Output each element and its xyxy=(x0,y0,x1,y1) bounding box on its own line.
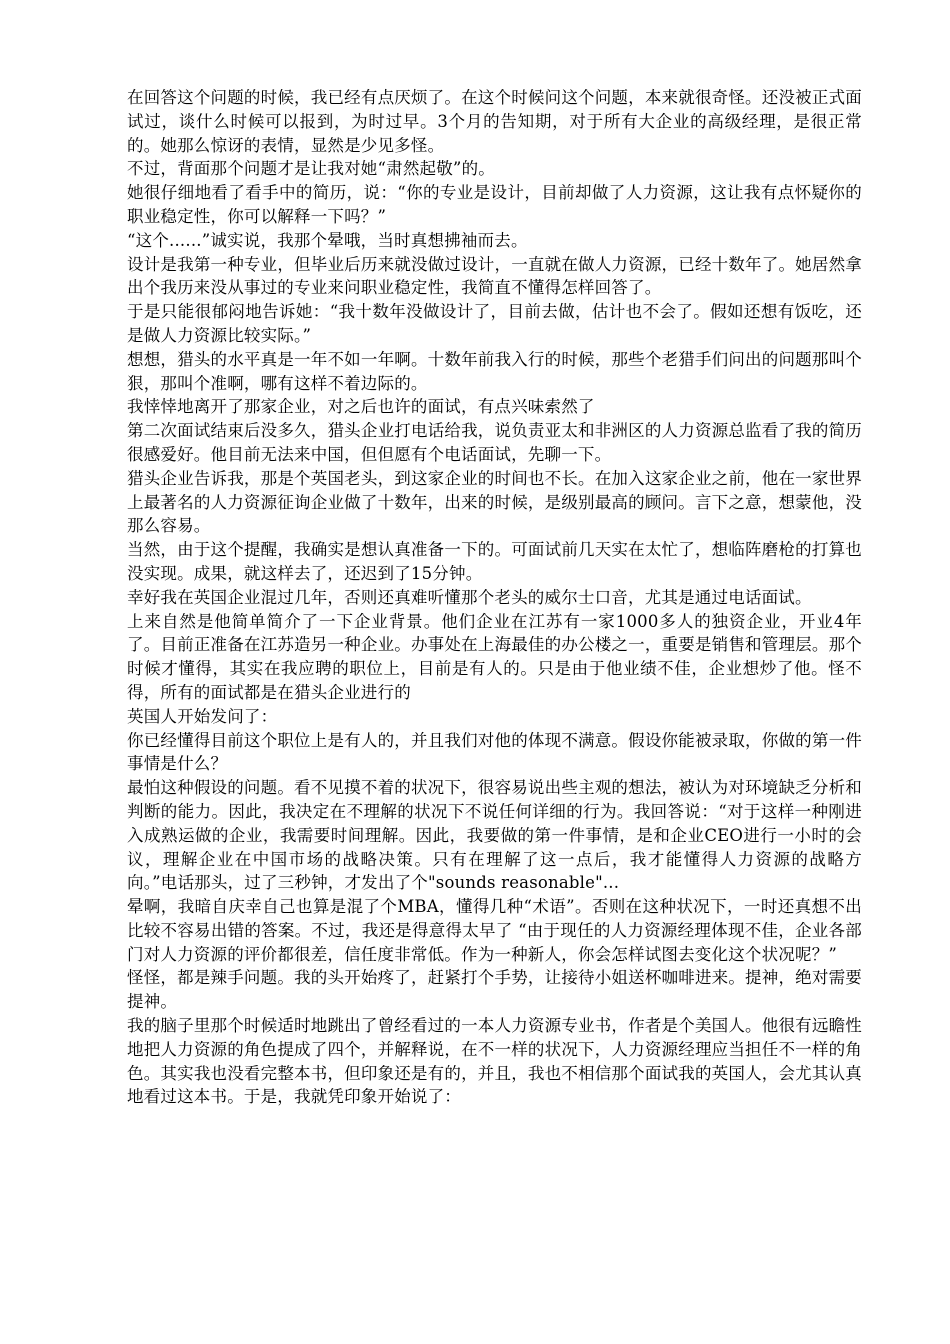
paragraph: 想想，猎头的水平真是一年不如一年啊。十数年前我入行的时候，那些个老猎手们问出的问题那叫个狠，那叫个准啊，哪有这样不着边际的。 xyxy=(127,349,862,393)
paragraph: 我的脑子里那个时候适时地跳出了曾经看过的一本人力资源专业书，作者是个美国人。他很有远瞻性地把人力资源的角色提成了四个，并解释说，在不一样的状况下，人力资源经理应当担任不一样的角色。其实我也没看完整本书，但印象还是有的，并且，我也不相信那个面试我的英国人，会尤其认真地看过这本书。于是，我就凭印象开始说了： xyxy=(127,1016,862,1107)
document-page xyxy=(127,86,862,1109)
paragraph: 你已经懂得目前这个职位上是有人的，并且我们对他的体现不满意。假设你能被录取，你做的第一件事情是什么？ xyxy=(127,730,862,774)
paragraph: 幸好我在英国企业混过几年，否则还真难听懂那个老头的威尔士口音，尤其是通过电话面试。 xyxy=(127,587,812,607)
paragraph: 她很仔细地看了看手中的简历，说：“你的专业是设计，目前却做了人力资源，这让我有点怀疑你的职业稳定性，你可以解释一下吗？” xyxy=(127,183,862,226)
paragraph: 最怕这种假设的问题。看不见摸不着的状况下，很容易说出些主观的想法，被认为对环境缺乏分析和判断的能力。因此，我决定在不理解的状况下不说任何详细的行为。我回答说：“对于这样一种刚进入成熟运做的企业，我需要时间理解。因此，我要做的第一件事情，是和企业CEO进行一小时的会议，理解企业在中国市场的战略决策。只有在理解了这一点后，我才能懂得人力资源的战略方向。”电话那头，过了三秒钟，才发出了个"sounds reasonable"... xyxy=(127,778,862,893)
paragraph: 我悻悻地离开了那家企业，对之后也许的面试，有点兴味索然了 xyxy=(127,397,595,417)
paragraph: 猎头企业告诉我，那是个英国老头，到这家企业的时间也不长。在加入这家企业之前，他在一家世界上最著名的人力资源征询企业做了十数年，出来的时候，是级别最高的顾问。言下之意，想蒙他，没那么容易。 xyxy=(127,468,862,536)
paragraph: 当然，由于这个提醒，我确实是想认真准备一下的。可面试前几天实在太忙了，想临阵磨枪的打算也没实现。成果，就这样去了，还迟到了15分钟。 xyxy=(127,540,862,583)
paragraph: 怪怪，都是辣手问题。我的头开始疼了，赶紧打个手势，让接待小姐送杯咖啡进来。提神，绝对需要提神。 xyxy=(127,968,862,1012)
paragraph: 上来自然是他简单简介了一下企业背景。他们企业在江苏有一家1000多人的独资企业，开业4年了。目前正准备在江苏造另一种企业。办事处在上海最佳的办公楼之一，重要是销售和管理层。那个时候才懂得，其实在我应聘的职位上，目前是有人的。只是由于他业绩不佳，企业想炒了他。怪不得，所有的面试都是在猎头企业进行的 xyxy=(127,611,862,702)
paragraph: 晕啊，我暗自庆幸自己也算是混了个MBA，懂得几种“术语”。否则在这种状况下，一时还真想不出比较不容易出错的答案。不过，我还是得意得太早了 “由于现任的人力资源经理体现不佳，企业各部门对人力资源的评价都很差，信任度非常低。作为一种新人，你会怎样试图去变化这个状况呢？” xyxy=(127,897,862,964)
paragraph: 设计是我第一种专业，但毕业后历来就没做过设计，一直就在做人力资源，已经十数年了。她居然拿出个我历来没从事过的专业来问职业稳定性，我简直不懂得怎样回答了。 xyxy=(127,254,862,298)
paragraph: 第二次面试结束后没多久，猎头企业打电话给我，说负责亚太和非洲区的人力资源总监看了我的简历很感爱好。他目前无法来中国，但但愿有个电话面试，先聊一下。 xyxy=(127,421,862,464)
paragraph: 英国人开始发问了： xyxy=(127,706,278,726)
paragraph: “这个......”诚实说，我那个晕哦，当时真想拂袖而去。 xyxy=(127,230,528,250)
paragraph: 不过，背面那个问题才是让我对她“肃然起敬”的。 xyxy=(127,159,495,179)
paragraph: 在回答这个问题的时候，我已经有点厌烦了。在这个时候问这个问题，本来就很奇怪。还没被正式面试过，谈什么时候可以报到，为时过早。3个月的告知期，对于所有大企业的高级经理，是很正常的。她那么惊讶的表情，显然是少见多怪。 xyxy=(127,88,862,155)
paragraph: 于是只能很郁闷地告诉她：“我十数年没做设计了，目前去做，估计也不会了。假如还想有饭吃，还是做人力资源比较实际。” xyxy=(127,302,862,345)
